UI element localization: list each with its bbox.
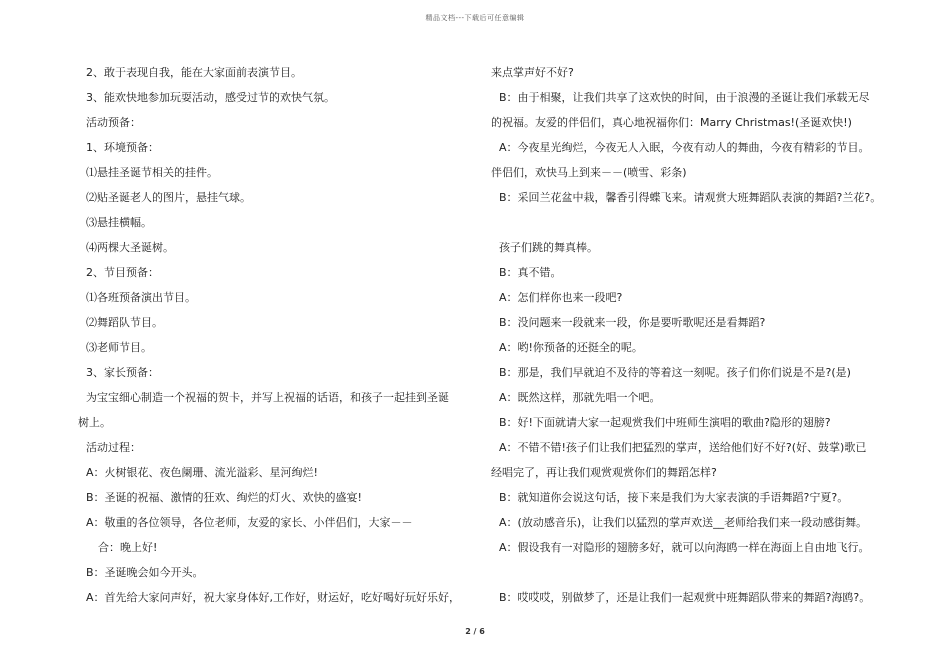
text-line: A：不错不错!孩子们让我们把猛烈的掌声，送给他们好不好?(好、鼓掌)歌已 (499, 441, 867, 454)
text-line: 活动预备： (86, 116, 141, 129)
text-line: A：火树银花、夜色阑珊、流光溢彩、星河绚烂! (86, 466, 318, 479)
text-line: ⑷两棵大圣诞树。 (86, 241, 174, 254)
text-line: ⑴各班预备演出节目。 (86, 291, 196, 304)
text-line: 3、能欢快地参加玩耍活动，感受过节的欢快气氛。 (86, 91, 335, 104)
text-line: 2、节目预备： (86, 266, 159, 279)
page-number: 2 / 6 (465, 627, 485, 636)
text-line: A：既然这样，那就先唱一个吧。 (499, 391, 661, 404)
text-line: 合：晚上好! (98, 541, 158, 554)
text-line: ⑶老师节目。 (86, 341, 152, 354)
text-line: ⑶悬挂横幅。 (86, 216, 152, 229)
text-line: A：假设我有一对隐形的翅膀多好，就可以向海鸥一样在海面上自由地飞行。 (499, 541, 870, 554)
text-line: B：好!下面就请大家一起观赏我们中班师生演唱的歌曲?隐形的翅膀? (499, 416, 831, 429)
text-line: B：就知道你会说这句话，接下来是我们为大家表演的手语舞蹈?宁夏?。 (499, 491, 849, 504)
text-line: B：圣诞的祝福、激情的狂欢、绚烂的灯火、欢快的盛宴! (86, 491, 362, 504)
text-line: 2、敢于表现自我，能在大家面前表演节目。 (86, 66, 302, 79)
text-line: ⑴悬挂圣诞节相关的挂件。 (86, 166, 218, 179)
text-line: 来点掌声好不好? (491, 66, 574, 79)
text-line: B：哎哎哎，别做梦了，还是让我们一起观赏中班舞蹈队带来的舞蹈?海鸥?。 (499, 591, 871, 604)
text-line: A：(放动感音乐)，让我们以猛烈的掌声欢送__老师给我们来一段动感街舞。 (499, 516, 868, 529)
text-line: 树上。 (78, 416, 111, 429)
page-header: 精品文档---下载后可任意编辑 (425, 14, 525, 22)
text-line: A：今夜星光绚烂，今夜无人入眠，今夜有动人的舞曲，今夜有精彩的节目。 (499, 141, 870, 154)
text-line: 1、环境预备： (86, 141, 159, 154)
text-line: A：哟!你预备的还挺全的呢。 (499, 341, 643, 354)
text-line: B：没问题来一段就来一段，你是要听歌呢还是看舞蹈? (499, 316, 766, 329)
text-line: ⑵舞蹈队节目。 (86, 316, 163, 329)
text-line: 伴侣们，欢快马上到来－－(喷雪、彩条) (491, 166, 687, 179)
text-line: A：首先给大家问声好，祝大家身体好,工作好，财运好，吃好喝好玩好乐好， (86, 591, 461, 604)
text-line: B：圣诞晚会如今开头。 (86, 566, 204, 579)
text-line: 为宝宝细心制造一个祝福的贺卡，并写上祝福的话语，和孩子一起挂到圣诞 (86, 391, 449, 404)
text-line: 3、家长预备： (86, 366, 159, 379)
text-line: 孩子们跳的舞真棒。 (499, 241, 598, 254)
text-line: 的祝福。友爱的伴侣们，真心地祝福你们：Marry Christmas!(圣诞欢快!) (491, 116, 852, 129)
text-line: B：由于相聚，让我们共享了这欢快的时间，由于浪漫的圣诞让我们承载无尽 (499, 91, 870, 104)
text-line: A：敬重的各位领导，各位老师，友爱的家长、小伴侣们，大家－－ (86, 516, 413, 529)
text-line: ⑵贴圣诞老人的图片，悬挂气球。 (86, 191, 251, 204)
text-line: B：那是，我们早就迫不及待的等着这一刻呢。孩子们你们说是不是?(是) (499, 366, 851, 379)
text-line: A：怎们样你也来一段吧? (499, 291, 623, 304)
text-line: 活动过程： (86, 441, 141, 454)
text-line: B：采回兰花盆中栽，馨香引得蝶飞来。请观赏大班舞蹈队表演的舞蹈?兰花?。 (499, 191, 882, 204)
text-line: 经唱完了，再让我们观赏观赏你们的舞蹈怎样? (491, 466, 717, 479)
text-line: B：真不错。 (499, 266, 562, 279)
